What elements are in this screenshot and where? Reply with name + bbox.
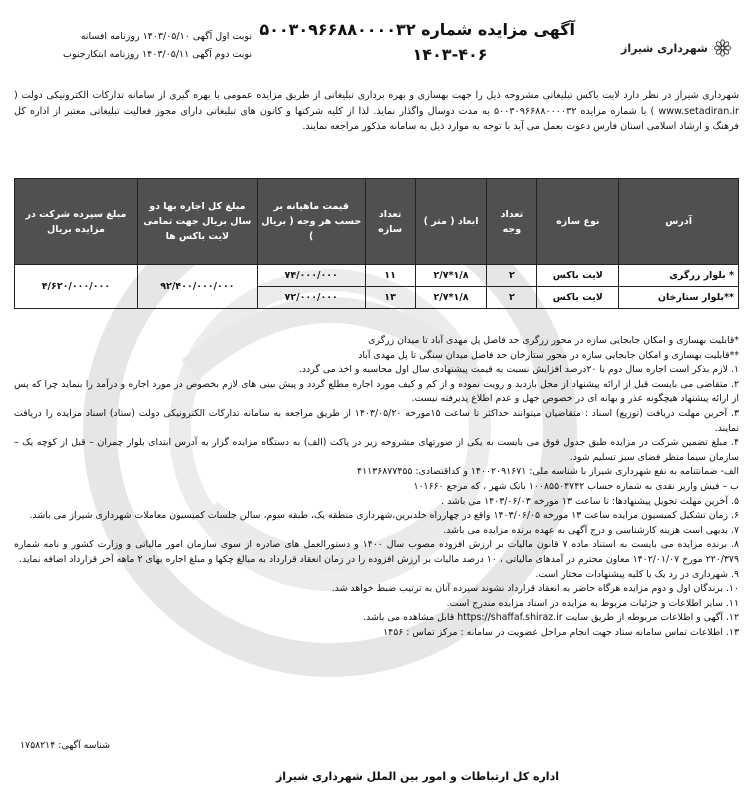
term-9: ۹. شهرداری در رد یک یا کلیه پیشنهادات مختار است. xyxy=(535,568,739,580)
col-dimensions: ابعاد ( متر ) xyxy=(415,179,487,265)
term-4: ۴. مبلغ تضمین شرکت در مزایده طبق جدول فوق می بایست به یکی از صورتهای مشروحه زیر در پاکت (الف) به دستگاه مزایده گزار به آدرس ابتدای بلوار چمران – قبل از کوچه یک – سازمان سیما منظر فضای سبز تسلیم شود. xyxy=(14,437,739,463)
first-publication: نوبت اول آگهی ۱۴۰۳/۰۵/۱۰ روزنامه افسانه xyxy=(80,31,252,42)
note-sattarkhan: **قابلیت بهسازی و امکان جابجایی سازه در محور ستارخان حد فاصل میدان سنگی تا پل مهدی آباد xyxy=(358,349,739,361)
term-8: ۸. برنده مزایده می بایست به استناد ماده ۷ قانون مالیات بر ارزش افزوده مصوب سال ۱۴۰۰ و دستورالعمل های صادره از سوی سازمان امور مالیاتی و وزارت کشور و نامه شماره ۲۲۰/۳۷۹ مورخ ۱۴۰۲/۰۱/۰۷ معاون محترم در آمدهای مالیاتی ، ۱۰ درصد مالیات بر ارزش افزوده را در زمان انعقاد قرارداد به مبالغ چکها و مبلغ اجاره بهای ۲ ماهه آخر قرارداد اضافه نماید. xyxy=(14,539,740,565)
col-count: تعداد سازه xyxy=(365,179,415,265)
cell-address: **بلوار ستارخان xyxy=(619,287,739,309)
shiraz-municipality-logo xyxy=(621,24,731,72)
second-publication: نوبت دوم آگهی ۱۴۰۳/۰۵/۱۱ روزنامه ابتکارجنوب xyxy=(63,49,252,60)
cell-monthly-price: ۷۲/۰۰۰/۰۰۰ xyxy=(257,287,365,309)
col-type: نوع سازه xyxy=(537,179,619,265)
intro-paragraph: شهرداری شیراز در نظر دارد لایت باکس تبلیغاتی مشروحه ذیل را جهت بهسازی و بهره برداری تبلیغاتی از طریق مزایده عمومی با بهره گیری از سامانه تدارکات الکترونیکی دولت ( www.setadiran.ir ) با شماره مزایده ۵۰۰۳۰۹۶۶۸۸۰۰۰۰۳۲ به مدت دوسال واگذار نماید. لذا از کلیه شرکتها و کانون های تبلیغاتی دارای مجوز فعالیت تبلیغاتی معتبر از اداره کل فرهنگ و ارشاد اسلامی استان فارس دعوت بعمل می آید با توجه به موارد ذیل به سامانه مذکور مراجعه نمایند. xyxy=(14,90,739,132)
title-auction-number: آگهی مزایده شماره ۵۰۰۳۰۹۶۶۸۸۰۰۰۰۳۲ xyxy=(259,20,575,39)
col-faces: تعداد وجه xyxy=(487,179,537,265)
cell-dimensions: ۱/۸*۲/۷ xyxy=(415,287,487,309)
term-7: ۷. بدیهی است هزینه کارشناسی و درج آگهی به عهده برنده مزایده می باشد. xyxy=(443,524,739,536)
table-header-row xyxy=(15,179,739,265)
term-12: ۱۲. آگهی و اطلاعات مربوطه از طریق سایت https://shaffaf.shiraz.ir قابل مشاهده می باشد. xyxy=(363,612,739,624)
col-deposit: مبلغ سپرده شرکت در مزایده بریال xyxy=(15,179,138,265)
cell-type: لایت باکس xyxy=(537,265,619,287)
term-1: ۱. لازم بذکر است اجاره سال دوم با ۲۰درصد افزایش نسبت به قیمت پیشنهادی سال اول محاسبه و اخذ می گردد. xyxy=(298,364,739,376)
issuing-office: اداره کل ارتباطات و امور بین الملل شهرداری شیراز xyxy=(275,770,559,783)
cell-dimensions: ۱/۸*۲/۷ xyxy=(415,265,487,287)
rosette-logo-icon xyxy=(714,27,731,69)
col-monthly-price: قیمت ماهیانه بر حسب هر وجه ( بریال ) xyxy=(257,179,365,265)
term-5: ۵. آخرین مهلت تحویل پیشنهادها: تا ساعت ۱۳ مورخه ۱۴۰۳/۰۶/۰۳ می باشد . xyxy=(441,495,739,507)
title-code: ۱۴۰۳-۴۰۶ xyxy=(412,45,488,64)
term-6: ۶. زمان تشکیل کمیسیون مزایده ساعت ۱۳ مورخه ۱۴۰۳/۰۶/۰۵ واقع در چهارراه خلدبرین،شهرداری منطقه یک، طبقه سوم، سالن جلسات کمیسیون معاملات شهرداری شیراز می باشد. xyxy=(29,510,739,522)
term-4a: الف- ضمانتنامه به نفع شهرداری شیراز با شناسه ملی: ۱۴۰۰۲۰۹۱۶۷۱ و کداقتصادی: ۴۱۱۳۶۸۷۷۴۵۵ xyxy=(357,466,739,478)
cell-address: * بلوار زرگری xyxy=(619,265,739,287)
term-13: ۱۳. اطلاعات تماس سامانه ستاد جهت انجام مراحل عضویت در سامانه : مرکز تماس : ۱۴۵۶ xyxy=(383,626,739,638)
notice-title xyxy=(259,20,575,64)
cell-deposit: ۴/۶۲۰/۰۰۰/۰۰۰ xyxy=(15,265,138,309)
note-zargari: *قابلیت بهسازی و امکان جابجایی سازه در محور زرگری حد فاصل پل مهدی آباد تا میدان زرگری xyxy=(368,335,739,346)
term-11: ۱۱. سایر اطلاعات و جزئیات مربوط به مزایده در اسناد مزایده مندرج است. xyxy=(446,597,739,609)
cell-total-rent: ۹۲/۴۰۰/۰۰۰/۰۰۰ xyxy=(137,265,257,309)
publication-dates xyxy=(12,28,252,64)
term-2: ۲. متقاضی می بایست قبل از ارائه پیشنهاد از محل بازدید و رویت نموده و از کم و کیف مورد اجاره مطلع گردد و پیش بینی های لازم بخصوص در مورد اجاره و درآمد را بنماید چرا که پس از ارائه پیشنهاد هیچگونه عذر و بهانه ای در خصوص جهل و عدم اطلاع پذیرفته نیست. xyxy=(14,378,739,405)
logo-text: شهرداری شیراز xyxy=(621,41,708,55)
footer xyxy=(14,740,739,790)
terms-list xyxy=(14,334,739,640)
cell-type: لایت باکس xyxy=(537,287,619,309)
table-row xyxy=(15,265,739,287)
term-4b: ب – فیش واریز نقدی به شماره حساب ۱۰۰۸۵۵۰۴۷۴۲ بانک شهر ، که مرجع ۱۰۱۶۶۰ xyxy=(413,480,739,492)
col-total-rent: مبلغ کل اجاره بها دو سال بریال جهت تمامی لایت باکس ها xyxy=(137,179,257,265)
cell-count: ۱۱ xyxy=(365,265,415,287)
lightbox-table xyxy=(14,178,739,309)
header xyxy=(8,14,745,80)
term-10: ۱۰. برندگان اول و دوم مزایده هرگاه حاضر به انعقاد قرارداد نشوند سپرده آنان به ترتیب ضبط خواهد شد. xyxy=(331,583,739,595)
term-3: ۳. آخرین مهلت دریافت (توزیع) اسناد : متقاضیان میتوانند حداکثر تا ساعت ۱۵مورخه ۱۴۰۳/۰۵/۲۰ از طریق مراجعه به سامانه تدارکات الکترونیکی دولت (ستاد) اسناد مزایده را دریافت نمایند. xyxy=(14,407,740,434)
cell-count: ۱۳ xyxy=(365,287,415,309)
ad-identifier: شناسه آگهی: ۱۷۵۸۲۱۴ xyxy=(20,740,110,751)
cell-faces: ۲ xyxy=(487,287,537,309)
cell-monthly-price: ۷۴/۰۰۰/۰۰۰ xyxy=(257,265,365,287)
cell-faces: ۲ xyxy=(487,265,537,287)
col-address: آدرس xyxy=(619,179,739,265)
